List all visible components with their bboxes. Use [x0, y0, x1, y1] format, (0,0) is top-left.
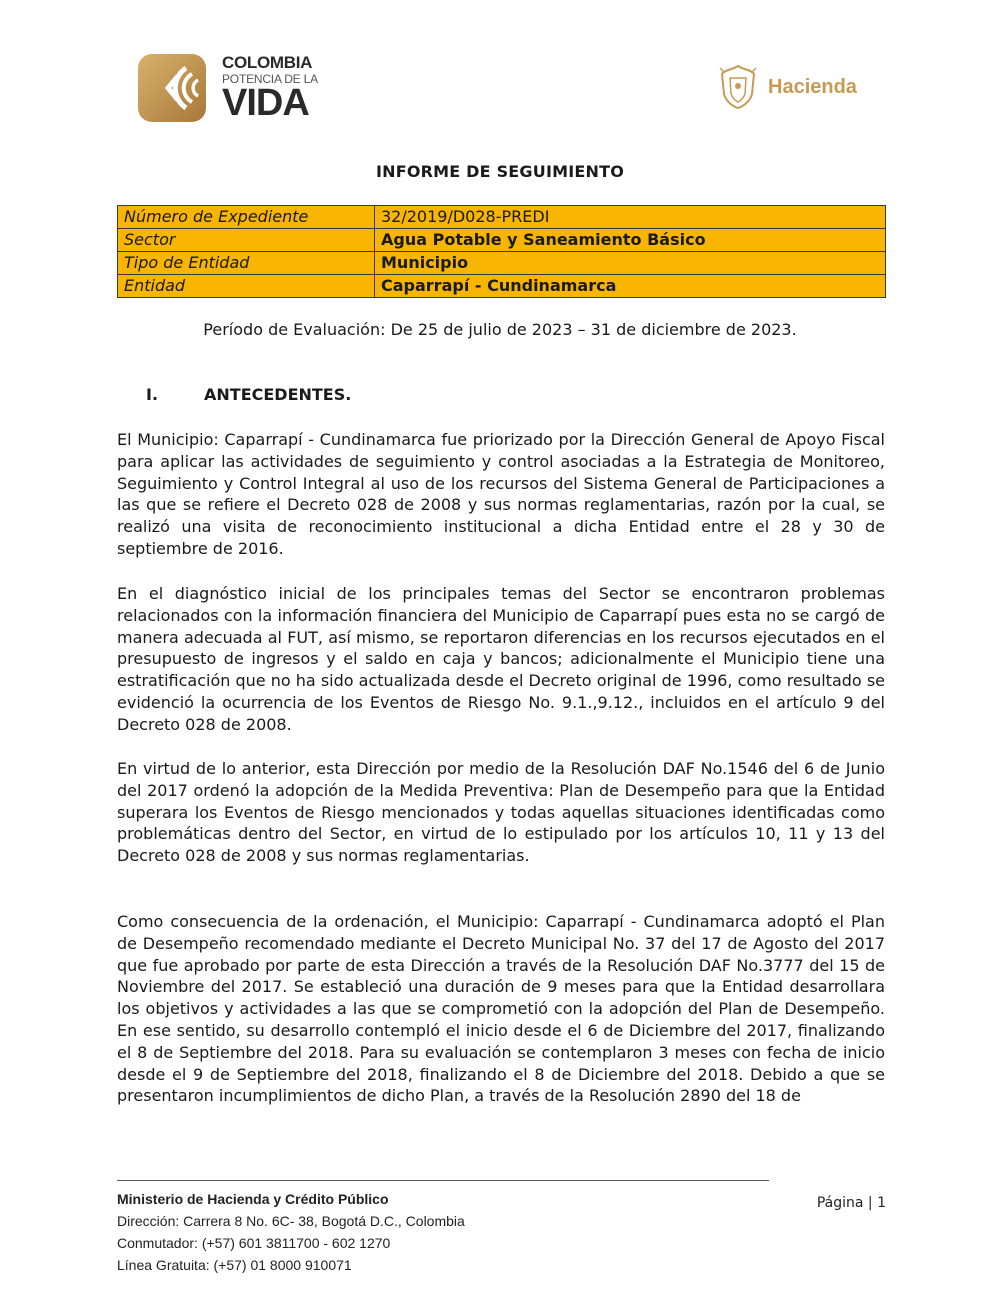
logo-line-potencia: POTENCIA DE LA [222, 72, 318, 86]
footer-phone: Conmutador: (+57) 601 3811700 - 602 1270 [117, 1235, 391, 1251]
table-row [118, 206, 886, 229]
footer-org: Ministerio de Hacienda y Crédito Público [117, 1191, 389, 1207]
section-title: ANTECEDENTES. [204, 385, 352, 404]
logo-line-colombia: COLOMBIA [222, 53, 313, 72]
section-number: I. [146, 385, 159, 404]
table-value-tipo-entidad: Municipio [375, 252, 886, 275]
footer-divider [117, 1180, 769, 1181]
footer-toll-free: Línea Gratuita: (+57) 01 8000 910071 [117, 1257, 352, 1273]
table-value-expediente: 32/2019/D028-PREDI [375, 206, 886, 229]
hacienda-logo-text: Hacienda [768, 75, 857, 98]
case-info-table [117, 205, 886, 298]
table-row [118, 229, 886, 252]
page-number: Página | 1 [816, 1195, 886, 1211]
coat-of-arms-icon [718, 64, 758, 110]
table-value-sector: Agua Potable y Saneamiento Básico [375, 229, 886, 252]
evaluation-period: Período de Evaluación: De 25 de julio de 2023 – 31 de diciembre de 2023. [203, 320, 797, 339]
hacienda-logo [718, 64, 857, 110]
paragraph-2: En el diagnóstico inicial de los principales temas del Sector se encontraron problemas relacionados con la información financiera del Municipio de Caparrapí pues esta no se cargó de manera adecuada al FUT, así mismo, se reportaron diferencias en los recursos ejecutados en el presupuesto de ingresos y el saldo en caja y bancos; adicionalmente el Municipio tiene una estratificación que no ha sido actualizada desde el Decreto original de 1996, como resultado se evidenció la ocurrencia de los Eventos de Riesgo No. 9.1.,9.12., incluidos en el artículo 9 del Decreto 028 de 2008. [117, 584, 885, 734]
colombia-logo [138, 52, 318, 124]
footer-address: Dirección: Carrera 8 No. 6C- 38, Bogotá D.C., Colombia [117, 1213, 465, 1229]
paragraph-3: En virtud de lo anterior, esta Dirección por medio de la Resolución DAF No.1546 del 6 de Junio del 2017 ordenó la adopción de la Medida Preventiva: Plan de Desempeño para que la Entidad superara los Eventos de Riesgo mencionados y todas aquellas situaciones identificadas como problemáticas dentro del Sector, en virtud de lo estipulado por los artículos 10, 11 y 13 del Decreto 028 de 2008 y sus normas reglamentarias. [117, 759, 885, 866]
document-title: INFORME DE SEGUIMIENTO [375, 162, 625, 181]
paragraph-4: Como consecuencia de la ordenación, el Municipio: Caparrapí - Cundinamarca adoptó el Plan de Desempeño recomendado mediante el Decreto Municipal No. 37 del 17 de Agosto del 2017 que fue aprobado por parte de esta Dirección a través de la Resolución DAF No.3777 del 15 de Noviembre del 2017. Se estableció una duración de 9 meses para que la Entidad desarrollara los objetivos y actividades a las que se comprometió con la adopción del Plan de Desempeño. En ese sentido, su desarrollo contempló el inicio desde el 6 de Diciembre del 2017, finalizando el 8 de Septiembre del 2018. Para su evaluación se contemplaron 3 meses con fecha de inicio desde el 9 de Septiembre del 2018, finalizando el 8 de Diciembre del 2018. Debido a que se presentaron incumplimientos de dicho Plan, a través de la Resolución 2890 del 18 de [117, 912, 885, 1106]
table-value-entidad: Caparrapí - Cundinamarca [375, 275, 886, 298]
table-row [118, 275, 886, 298]
footer [117, 1188, 465, 1276]
section-heading [146, 385, 351, 404]
table-key-expediente: Número de Expediente [118, 206, 375, 229]
table-key-sector: Sector [118, 229, 375, 252]
table-key-entidad: Entidad [118, 275, 375, 298]
colombia-logo-icon [138, 54, 214, 122]
logo-line-vida: VIDA [222, 82, 309, 124]
table-row [118, 252, 886, 275]
table-key-tipo-entidad: Tipo de Entidad [118, 252, 375, 275]
paragraph-1: El Municipio: Caparrapí - Cundinamarca fue priorizado por la Dirección General de Apoyo Fiscal para aplicar las actividades de seguimiento y control asociadas a la Estrategia de Monitoreo, Seguimiento y Control Integral al uso de los recursos del Sistema General de Participaciones a las que se refiere el Decreto 028 de 2008 y sus normas reglamentarias, razón por la cual, se realizó una visita de reconocimiento institucional a dicha Entidad entre el 28 y 30 de septiembre de 2016. [117, 430, 885, 558]
